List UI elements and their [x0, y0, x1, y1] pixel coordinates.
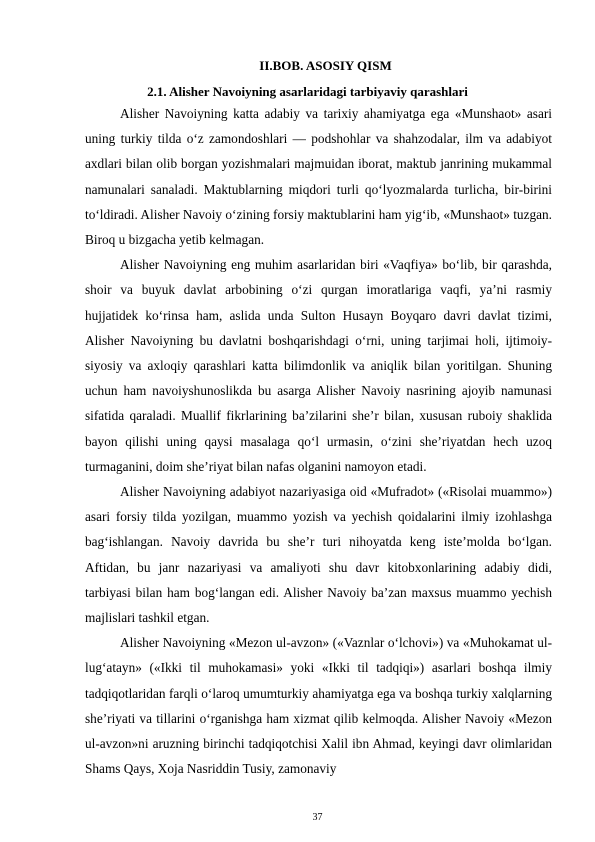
paragraph-vaqfiya: Alisher Navoiyning eng muhim asarlaridan biri «Vaqfiya» bo‘lib, bir qarashda, shoir va buyuk davlat arbobining o‘zi qurgan imoratlariga vaqfi, ya’ni rasmiy hujjatidek ko‘rinsa ham, aslida unda Sulton Husayn Boyqaro davri davlat tizimi, Alisher Navoiyning bu davlatni boshqarishdagi o‘rni, uning tarjimai holi, ijtimoiy-siyosiy va axloqiy qarashlari katta bilimdonlik va aniqlik bilan yoritilgan. Shuning uchun ham navoiyshunoslikda bu asarga Alisher Navoiy nasrining ajoyib namunasi sifatida qaraladi. Muallif fikrlarining ba’zilarini she’r bilan, xususan ruboiy shaklida bayon qilishi uning qaysi masalaga qo‘l urmasin, o‘zini she’riyatdan hech uzoq turmaganini, doim she’riyat bilan nafas olganini namoyon etadi. [85, 257, 552, 474]
paragraph-mufradot: Alisher Navoiyning adabiyot nazariyasiga oid «Mufradot» («Risolai muammo») asari forsiy tilda yozilgan, muammo yozish va yechish qoidalarini ilmiy izohlashga bag‘ishlangan. Navoiy davrida bu she’r turi nihoyatda keng iste’molda bo‘lgan. Aftidan, bu janr nazariyasi va amaliyoti shu davr kitobxonlarining adabiy didi, tarbiyasi bilan ham bog‘langan edi. Alisher Navoiy ba’zan maxsus muammo yechish majlislari tashkil etgan. [85, 484, 552, 626]
section-title: 2.1. Alisher Navoiyning asarlaridagi tarbiyaviy qarashlari [147, 84, 468, 99]
body-text [85, 101, 552, 781]
paragraph-mezon: Alisher Navoiyning «Mezon ul-avzon» («Vaznlar o‘lchovi») va «Muhokamat ul-lug‘atayn» («Ikki til muhokamasi» yoki «Ikki til tadqiqi») asarlari boshqa ilmiy tadqiqotlaridan farqli o‘laroq umumturkiy ahamiyatga ega va boshqa turkiy xalqlarning she’riyati va tillarini o‘rganishga ham xizmat qilib kelmoqda. Alisher Navoiy «Mezon ul-avzon»ni aruzning birinchi tadqiqotchisi Xalil ibn Ahmad, keyingi davr olimlaridan Shams Qays, Xoja Nasriddin Tusiy, zamonaviy [85, 635, 552, 777]
page-number: 37 [312, 812, 323, 823]
chapter-title: II.BOB. ASOSIY QISM [259, 58, 392, 73]
paragraph-munshaot: Alisher Navoiyning katta adabiy va tarixiy ahamiyatga ega «Munshaot» asari uning turkiy tilda o‘z zamondoshlari — podshohlar va shahzodalar, ilm va adabiyot axdlari bilan olib borgan yozishmalari majmuidan iborat, maktub janrining mukammal namunalari sanaladi. Maktublarning miqdori turli qo‘lyozmalarda turlicha, bir-birini to‘ldiradi. Alisher Navoiy o‘zining forsiy maktublarini ham yig‘ib, «Munshaot» tuzgan. Biroq u bizgacha yetib kelmagan. [85, 106, 552, 248]
